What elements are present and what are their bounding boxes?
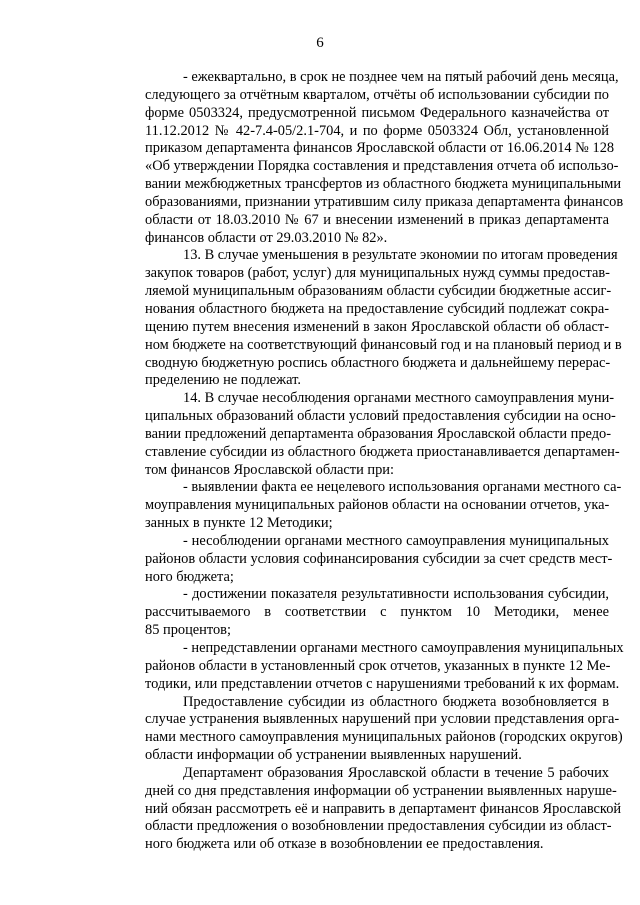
- paragraph-cofinancing-condition: [107, 532, 613, 587]
- text-line: щению путем внесения изменений в закон Ярославской области об област-: [145, 318, 609, 335]
- document-body: [107, 69, 624, 854]
- text-line: форме 0503324, предусмотренной письмом Федерального казначейства от: [145, 104, 609, 121]
- paragraph-education-department: [107, 764, 622, 854]
- text-line: ном бюджете на соответствующий финансовый год и на плановый период и в: [145, 336, 622, 353]
- text-line: вании предложений департамента образования Ярославской области предо-: [145, 425, 612, 442]
- text-line: пределению не подлежат.: [145, 372, 301, 389]
- text-line: вании межбюджетных трансфертов из областного бюджета муниципальными: [145, 176, 622, 193]
- text-line: ставление субсидии из областного бюджета приостанавливается департамен-: [145, 443, 620, 460]
- text-line: занных в пункте 12 Методики;: [145, 515, 333, 532]
- text-line: - ежеквартально, в срок не позднее чем на пятый рабочий день месяца,: [183, 69, 619, 85]
- text-line: дней со дня представления информации об устранении выявленных наруше-: [145, 782, 617, 799]
- text-line: закупок товаров (работ, услуг) для муниципальных нужд суммы предостав-: [145, 265, 610, 282]
- text-line: районов области в установленный срок отчетов, указанных в пункте 12 Ме-: [145, 657, 611, 674]
- text-line: области предложения о возобновлении предоставления субсидии из област-: [145, 818, 612, 835]
- text-line: случае устранения выявленных нарушений при условии представления орга-: [145, 711, 620, 728]
- text-line: 85 процентов;: [145, 622, 231, 639]
- text-line: нования областного бюджета на предоставление субсидий подлежат сокра-: [145, 300, 609, 317]
- text-line: 11.12.2012 № 42-7.4-05/2.1-704, и по форме 0503324 Обл, установленной: [145, 122, 609, 139]
- text-line: следующего за отчётным кварталом, отчёты об использовании субсидии по: [145, 86, 609, 103]
- text-line: 14. В случае несоблюдения органами местного самоуправления муни-: [183, 390, 615, 407]
- text-line: моуправления муниципальных районов области на основании отчетов, ука-: [145, 497, 610, 514]
- paragraph-performance-condition: [107, 586, 609, 640]
- paragraph-quarterly-reports: [107, 69, 624, 247]
- text-line: - несоблюдении органами местного самоуправления муниципальных: [183, 532, 609, 549]
- paragraph-reporting-condition: [107, 640, 624, 694]
- text-line: том финансов Ярославской области при:: [145, 461, 394, 478]
- text-line: ний обязан рассмотреть её и направить в департамент финансов Ярославской: [145, 800, 622, 817]
- text-line: 13. В случае уменьшения в результате экономии по итогам проведения: [183, 247, 618, 264]
- text-line: приказом департамента финансов Ярославской области от 16.06.2014 № 128: [145, 140, 615, 157]
- text-line: области от 18.03.2010 № 67 и внесении изменений в приказ департамента: [145, 211, 609, 228]
- text-line: Предоставление субсидии из областного бюджета возобновляется в: [183, 693, 609, 710]
- page-number: 6: [316, 35, 324, 51]
- text-line: области информации об устранении выявленных нарушений.: [145, 747, 522, 764]
- text-line: образованиями, признании утратившим силу приказа департамента финансов: [145, 193, 624, 210]
- text-line: нами местного самоуправления муниципальных районов (городских округов): [145, 729, 623, 746]
- text-line: - непредставлении органами местного самоуправления муниципальных: [183, 640, 624, 656]
- text-line: ляемой муниципальным образованиям области субсидии бюджетные ассиг-: [145, 283, 612, 300]
- text-line: - достижении показателя результативности использования субсидии,: [183, 586, 609, 603]
- text-line: ципальных образований области условий предоставления субсидии на осно-: [145, 408, 616, 425]
- paragraph-item-13: [107, 247, 622, 390]
- text-line: рассчитываемого в соответствии с пунктом 10 Методики, менее: [145, 604, 609, 621]
- text-line: районов области условия софинансирования субсидии за счет средств мест-: [145, 550, 613, 567]
- text-line: - выявлении факта ее нецелевого использования органами местного са-: [183, 479, 622, 496]
- text-line: ного бюджета или об отказе в возобновлении ее предоставления.: [145, 836, 544, 853]
- paragraph-item-14: [107, 390, 620, 479]
- text-line: «Об утверждении Порядка составления и представления отчета об использо-: [145, 158, 619, 175]
- paragraph-misuse-condition: [107, 479, 622, 533]
- text-line: финансов области от 29.03.2010 № 82».: [145, 229, 388, 246]
- text-line: сводную бюджетную роспись областного бюджета и дальнейшему перерас-: [145, 354, 611, 371]
- paragraph-resumption: [107, 693, 623, 765]
- text-line: Департамент образования Ярославской области в течение 5 рабочих: [183, 764, 609, 781]
- text-line: тодики, или представлении отчетов с нарушениями требований к их формам.: [145, 675, 620, 692]
- text-line: ного бюджета;: [145, 568, 234, 585]
